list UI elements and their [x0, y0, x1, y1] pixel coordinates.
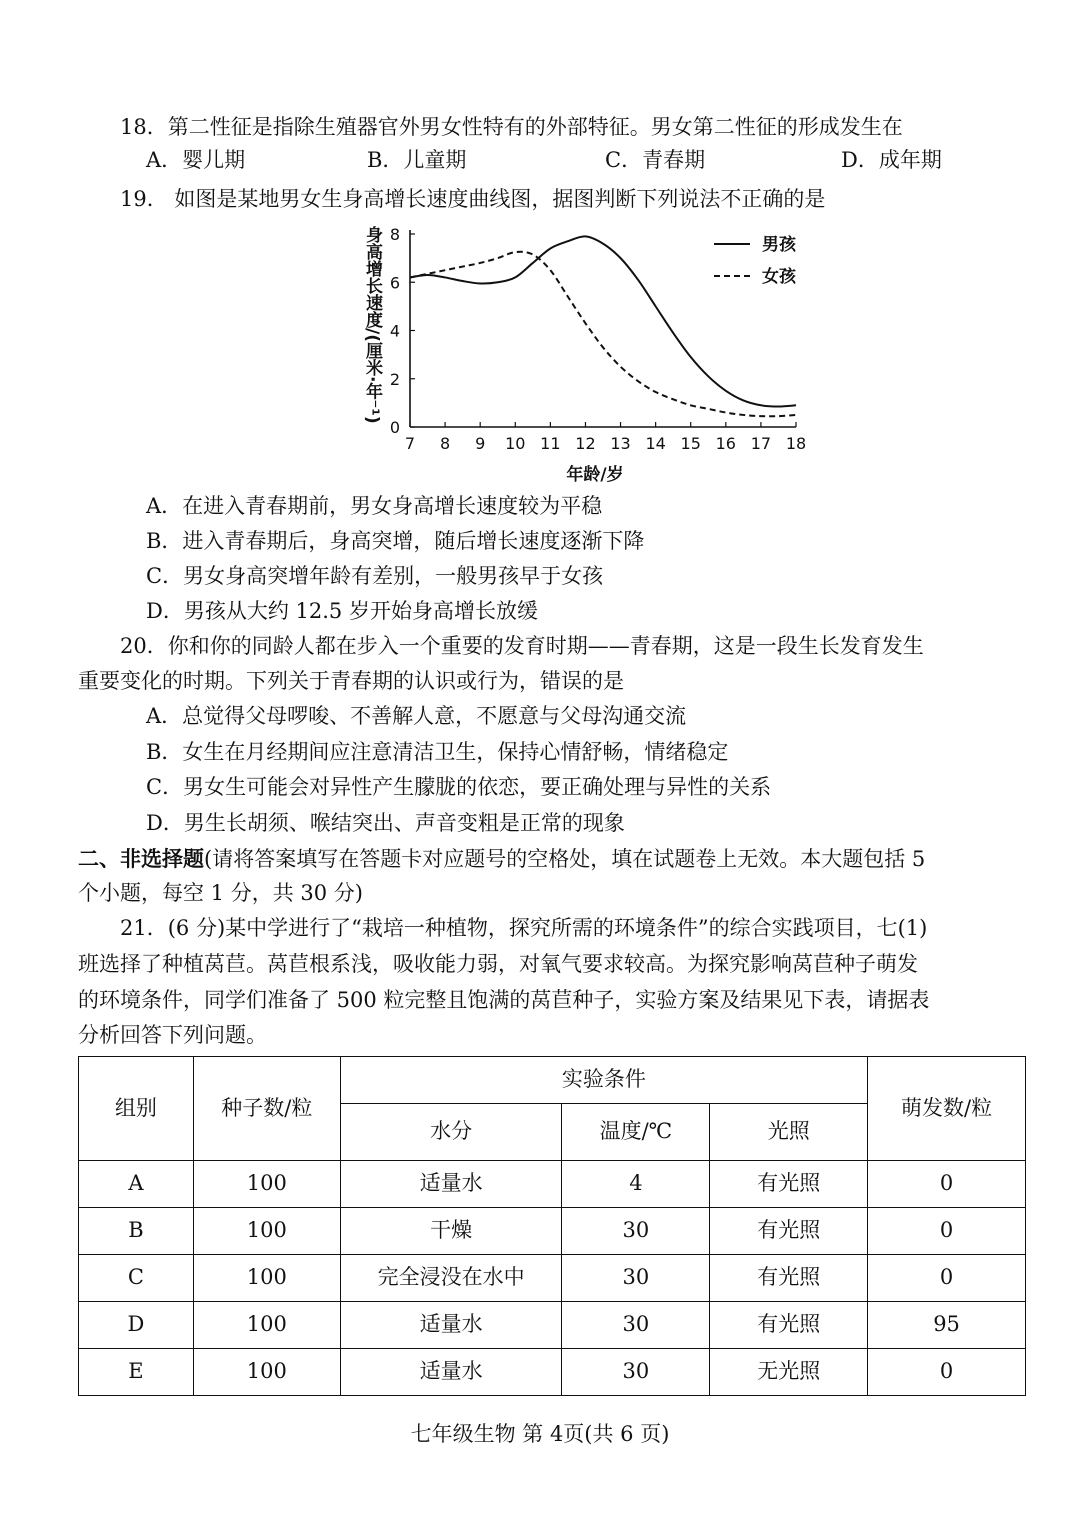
section2-header [78, 846, 925, 872]
cell-group: B [79, 1208, 194, 1255]
cell-seeds: 100 [193, 1161, 340, 1208]
cell-seeds: 100 [193, 1349, 340, 1396]
section2-desc-line2: 个小题，每空 1 分，共 30 分) [78, 881, 363, 905]
cell-temperature: 4 [562, 1161, 710, 1208]
cell-germination: 0 [868, 1255, 1026, 1302]
x-axis-label: 年龄/岁 [566, 465, 624, 485]
cell-germination: 95 [868, 1302, 1026, 1349]
y-axis-label [362, 225, 384, 424]
x-tick-label: 13 [610, 434, 631, 453]
x-tick-label: 8 [439, 434, 451, 453]
q19-option-d: D．男孩从大约 12.5 岁开始身高增长放缓 [146, 599, 538, 623]
y-tick-label: 4 [389, 321, 400, 341]
header-light: 光照 [710, 1104, 868, 1161]
q19-option-b: B．进入青春期后，身高突增，随后增长速度逐渐下降 [146, 529, 645, 553]
table-row [79, 1349, 1026, 1396]
x-tick-label: 17 [750, 434, 772, 453]
y-tick-label: 6 [389, 273, 400, 293]
q21-line4: 分析回答下列问题。 [78, 1023, 267, 1047]
q18-option-d: D．成年期 [841, 148, 942, 172]
q18-option-c: C．青春期 [605, 148, 706, 172]
cell-water: 适量水 [340, 1161, 562, 1208]
cell-temperature: 30 [562, 1255, 710, 1302]
q19-stem: 19． 如图是某地男女生身高增长速度曲线图，据图判断下列说法不正确的是 [120, 187, 826, 211]
cell-light: 无光照 [710, 1349, 868, 1396]
table-header-row [79, 1057, 1026, 1104]
q18-option-b: B．儿童期 [367, 148, 467, 172]
cell-seeds: 100 [193, 1208, 340, 1255]
table-row [79, 1302, 1026, 1349]
q20-stem-line1: 20．你和你的同龄人都在步入一个重要的发育时期——青春期，这是一段生长发育发生 [120, 634, 924, 658]
q18-option-a: A．婴儿期 [146, 148, 246, 172]
header-group: 组别 [79, 1057, 194, 1161]
table-row [79, 1161, 1026, 1208]
x-tick-label: 9 [475, 434, 486, 453]
y-tick-label: 0 [389, 418, 400, 437]
y-tick-label: 8 [389, 225, 400, 244]
cell-light: 有光照 [710, 1161, 868, 1208]
cell-light: 有光照 [710, 1208, 868, 1255]
header-conditions: 实验条件 [340, 1057, 867, 1104]
cell-water: 完全浸没在水中 [340, 1255, 562, 1302]
q18-options [146, 148, 976, 173]
q19-option-a: A．在进入青春期前，男女身高增长速度较为平稳 [146, 494, 603, 518]
chart-legend [714, 234, 797, 287]
x-tick-label: 15 [680, 434, 701, 453]
y-tick-labels [390, 225, 415, 437]
table-row [79, 1255, 1026, 1302]
x-tick-label: 12 [575, 434, 596, 453]
height-growth-chart [358, 222, 818, 492]
cell-seeds: 100 [193, 1302, 340, 1349]
x-tick-label: 14 [645, 434, 666, 453]
cell-temperature: 30 [562, 1208, 710, 1255]
x-tick-label: 16 [715, 434, 736, 453]
cell-temperature: 30 [562, 1302, 710, 1349]
q20-option-b: B．女生在月经期间应注意清洁卫生，保持心情舒畅，情绪稳定 [146, 740, 729, 764]
q19-option-c: C．男女身高突增年龄有差别，一般男孩早于女孩 [146, 564, 604, 588]
q20-option-d: D．男生长胡须、喉结突出、声音变粗是正常的现象 [146, 811, 625, 835]
cell-group: A [79, 1161, 194, 1208]
page-footer: 七年级生物 第 4页(共 6 页) [410, 1422, 670, 1446]
q21-line2: 班选择了种植莴苣。莴苣根系浅，吸收能力弱，对氧气要求较高。为探究影响莴苣种子萌发 [78, 952, 918, 976]
q20-stem-line2: 重要变化的时期。下列关于青春期的认识或行为，错误的是 [78, 669, 624, 693]
cell-water: 干燥 [340, 1208, 562, 1255]
header-seeds: 种子数/粒 [193, 1057, 340, 1161]
cell-temperature: 30 [562, 1349, 710, 1396]
x-tick-label: 11 [540, 434, 561, 453]
section2-desc-line1: (请将答案填写在答题卡对应题号的空格处，填在试题卷上无效。本大题包括 5 [204, 847, 926, 871]
q20-option-a: A．总觉得父母啰唆、不善解人意，不愿意与父母沟通交流 [146, 704, 687, 728]
x-tick-label: 10 [505, 434, 526, 453]
cell-germination: 0 [868, 1349, 1026, 1396]
cell-light: 有光照 [710, 1255, 868, 1302]
legend-label-boys: 男孩 [762, 235, 796, 255]
y-axis-label-text: 身高增长速度/(厘米·年⁻¹) [362, 226, 382, 424]
y-tick-label: 2 [389, 369, 400, 389]
header-temperature: 温度/℃ [562, 1104, 710, 1161]
cell-water: 适量水 [340, 1302, 562, 1349]
cell-group: D [79, 1302, 194, 1349]
legend-label-girls: 女孩 [762, 267, 796, 287]
cell-germination: 0 [868, 1208, 1026, 1255]
q21-line1: 21．(6 分)某中学进行了“栽培一种植物，探究所需的环境条件”的综合实践项目，七(1) [120, 916, 928, 940]
cell-germination: 0 [868, 1161, 1026, 1208]
cell-group: E [79, 1349, 194, 1396]
experiment-table [78, 1056, 1026, 1396]
header-germination: 萌发数/粒 [868, 1057, 1026, 1161]
q18-stem: 18．第二性征是指除生殖器官外男女性特有的外部特征。男女第二性征的形成发生在 [120, 115, 903, 139]
cell-group: C [79, 1255, 194, 1302]
table-row [79, 1208, 1026, 1255]
chart-series [410, 236, 796, 416]
q21-line3: 的环境条件，同学们准备了 500 粒完整且饱满的莴苣种子，实验方案及结果见下表，请据表 [78, 988, 930, 1012]
cell-light: 有光照 [710, 1302, 868, 1349]
header-water: 水分 [340, 1104, 562, 1161]
cell-seeds: 100 [193, 1255, 340, 1302]
section2-title: 二、非选择题 [78, 846, 204, 871]
x-tick-label: 7 [404, 434, 416, 453]
series-line-boys [410, 236, 796, 406]
cell-water: 适量水 [340, 1349, 562, 1396]
x-tick-label: 18 [785, 434, 807, 453]
q20-option-c: C．男女生可能会对异性产生朦胧的依恋，要正确处理与异性的关系 [146, 775, 772, 799]
